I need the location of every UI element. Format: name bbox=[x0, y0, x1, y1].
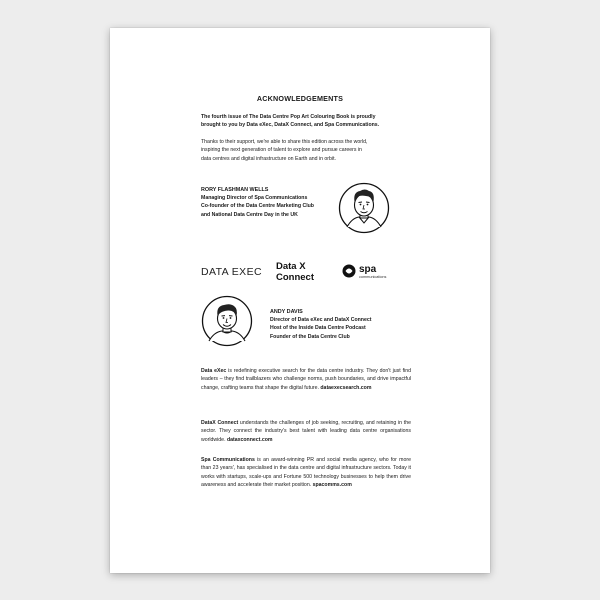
website-link[interactable]: dataexecsearch.com bbox=[320, 384, 372, 391]
paragraph-body: understands the challenges of job seeking, recruiting, and retaining in the sector. They connect the industry's best talent with leading data centre organisations worldwide. bbox=[201, 420, 411, 443]
thanks-line: inspiring the next generation of talent to explore and pursue careers in bbox=[201, 147, 362, 154]
spa-communications-logo bbox=[341, 259, 411, 283]
paragraph-brand: DataX Connect bbox=[201, 420, 239, 426]
person-role: Director of Data eXec and DataX Connect bbox=[270, 317, 372, 324]
data-exec-wordmark: DATA EXEC bbox=[201, 266, 262, 278]
paragraph-body: is an award-winning PR and social media agency, who for more than 23 years', has specialised in the data centre and digital infrastructure sectors. Today it works with startups, scale-ups and Fortune 500 technology businesses to help them drive awareness and accelerate their market position. bbox=[201, 457, 411, 489]
person-rory bbox=[201, 186, 314, 219]
sponsor-logos bbox=[201, 259, 411, 283]
person-role: Co-founder of the Data Centre Marketing Club bbox=[201, 203, 314, 210]
spacomms-paragraph bbox=[201, 456, 411, 490]
paragraph-body: is redefining executive search for the data centre industry. They don't just find leaders – they find trailblazers who challenge norms, push boundaries, and drive impactful change, crafting teams that shape the digital future. bbox=[201, 368, 411, 391]
page-title: ACKNOWLEDGEMENTS bbox=[256, 94, 344, 103]
paragraph-brand: Data eXec bbox=[201, 368, 227, 374]
website-link[interactable]: spacomms.com bbox=[312, 482, 352, 489]
datax-connect-logo bbox=[275, 259, 321, 283]
thanks-line: Thanks to their support, we're able to share this edition across the world, bbox=[201, 139, 368, 145]
intro-text bbox=[201, 113, 411, 130]
spa-wordmark: spa bbox=[359, 264, 377, 275]
person-name: ANDY DAVIS bbox=[270, 309, 303, 315]
connect-wordmark: Connect bbox=[276, 272, 314, 283]
intro-line: brought to you by Data eXec, DataX Connect, and Spa Communications. bbox=[201, 122, 380, 129]
person-role: Founder of the Data Centre Club bbox=[270, 333, 350, 340]
intro-line: The fourth issue of The Data Centre Pop Art Colouring Book is proudly bbox=[201, 114, 376, 120]
thanks-text bbox=[201, 138, 411, 163]
person-role: Managing Director of Spa Communications bbox=[201, 195, 308, 202]
data-exec-logo bbox=[201, 259, 263, 283]
rory-portrait-icon bbox=[338, 182, 390, 234]
datax-wordmark: Data X bbox=[276, 261, 306, 272]
person-name: RORY FLASHMAN WELLS bbox=[201, 187, 269, 193]
communications-wordmark: communications bbox=[359, 275, 387, 279]
website-link[interactable]: dataxconnect.com bbox=[226, 436, 273, 443]
andy-portrait-icon bbox=[201, 295, 253, 347]
person-andy bbox=[270, 308, 371, 341]
booklet-page bbox=[110, 28, 490, 573]
dataexec-paragraph bbox=[201, 367, 411, 392]
dataxconnect-paragraph bbox=[201, 419, 411, 444]
person-role: Host of the Inside Data Centre Podcast bbox=[270, 325, 366, 332]
paragraph-brand: Spa Communications bbox=[201, 457, 255, 463]
thanks-line: data centres and digital infrastructure on Earth and in orbit. bbox=[201, 155, 336, 162]
person-role: and National Data Centre Day in the UK bbox=[201, 211, 298, 218]
